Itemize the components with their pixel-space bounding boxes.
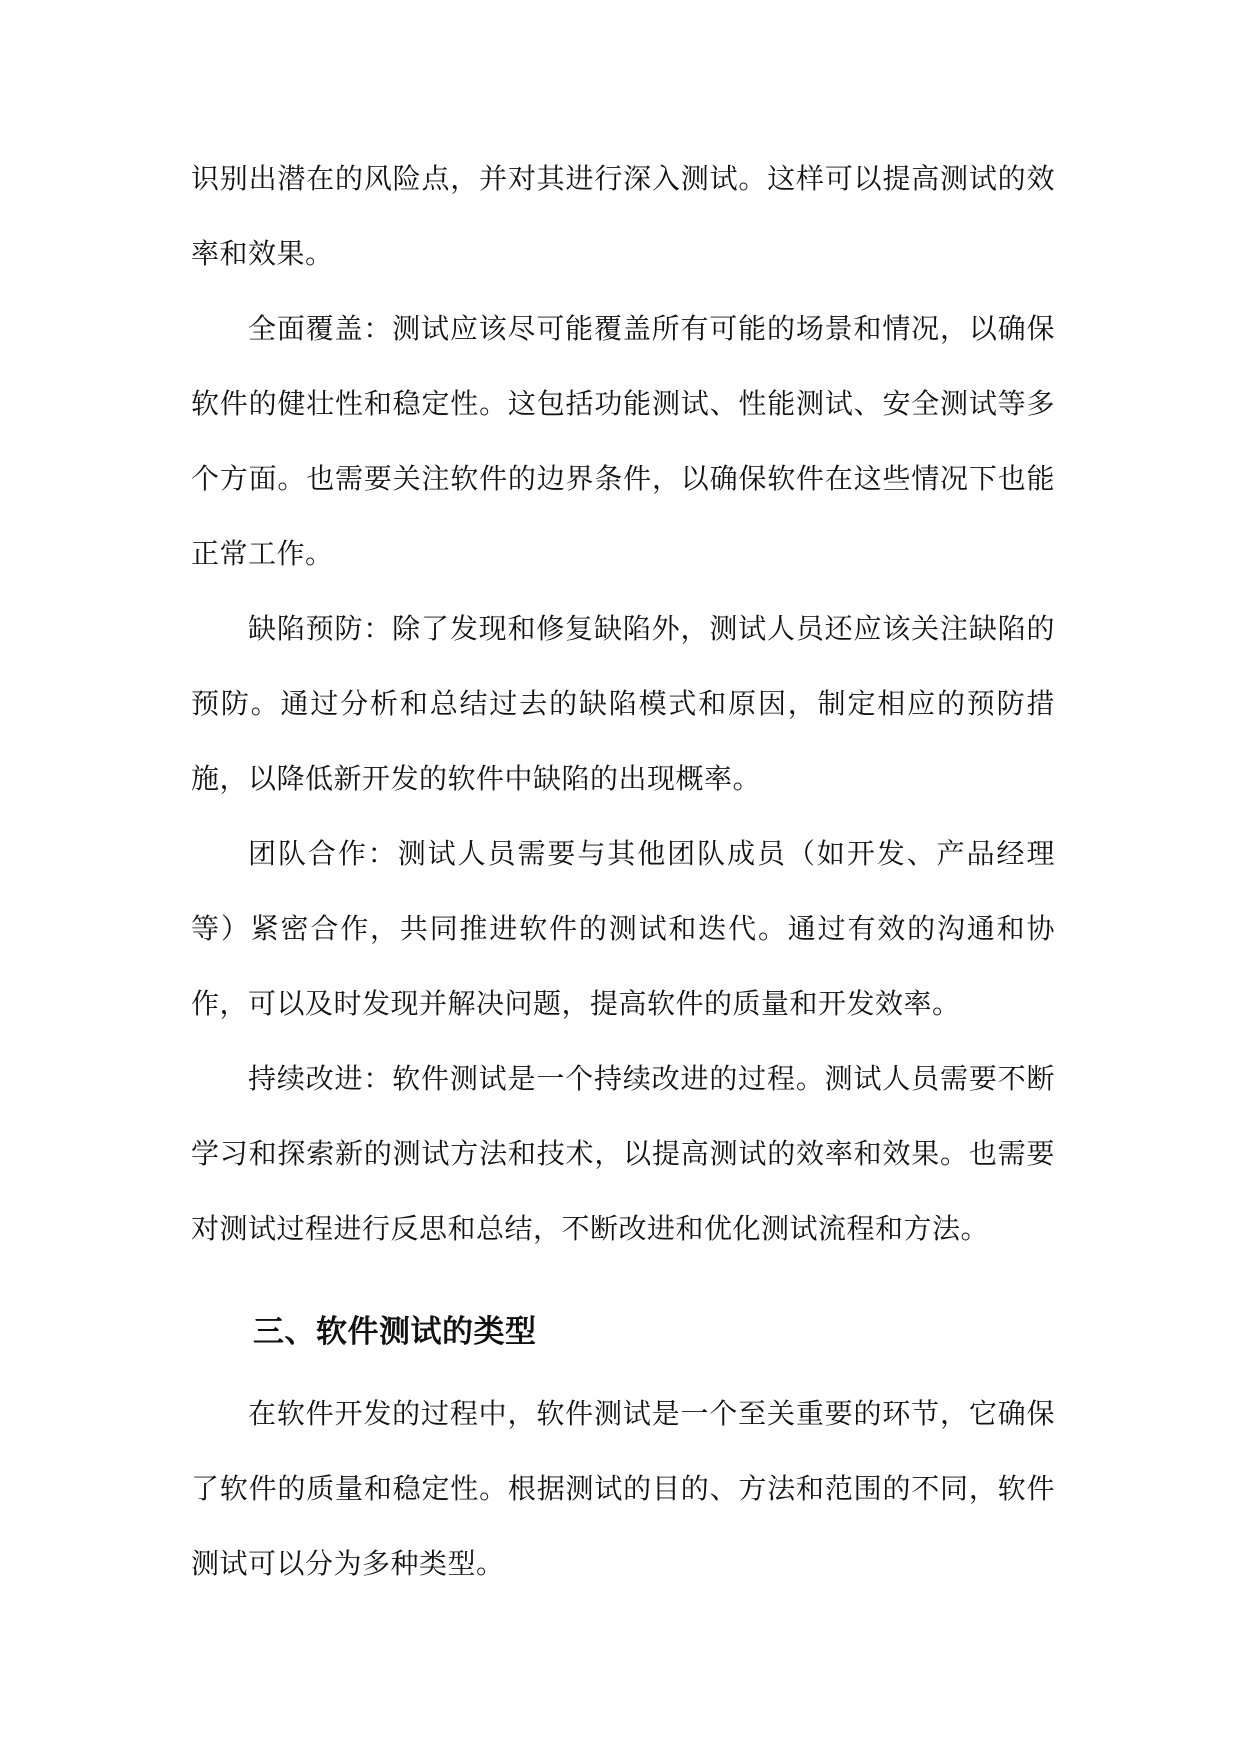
paragraph-continuous-improvement: 持续改进：软件测试是一个持续改进的过程。测试人员需要不断学习和探索新的测试方法和技术，以提高测试的效率和效果。也需要对测试过程进行反思和总结，不断改进和优化测试流程和方法。 xyxy=(191,1062,1055,1245)
paragraph-defect-prevention: 缺陷预防：除了发现和修复缺陷外，测试人员还应该关注缺陷的预防。通过分析和总结过去的缺陷模式和原因，制定相应的预防措施，以降低新开发的软件中缺陷的出现概率。 xyxy=(191,612,1055,795)
paragraph-teamwork: 团队合作：测试人员需要与其他团队成员（如开发、产品经理等）紧密合作，共同推进软件的测试和迭代。通过有效的沟通和协作，可以及时发现并解决问题，提高软件的质量和开发效率。 xyxy=(191,837,1055,1020)
paragraph-full-coverage: 全面覆盖：测试应该尽可能覆盖所有可能的场景和情况，以确保软件的健壮性和稳定性。这包括功能测试、性能测试、安全测试等多个方面。也需要关注软件的边界条件，以确保软件在这些情况下也能正常工作。 xyxy=(191,312,1055,570)
section-heading: 三、软件测试的类型 xyxy=(253,1314,537,1350)
document-body xyxy=(191,141,1055,1601)
paragraph-test-types-intro: 在软件开发的过程中，软件测试是一个至关重要的环节，它确保了软件的质量和稳定性。根据测试的目的、方法和范围的不同，软件测试可以分为多种类型。 xyxy=(191,1397,1055,1580)
paragraph-continuation: 识别出潜在的风险点，并对其进行深入测试。这样可以提高测试的效率和效果。 xyxy=(191,162,1055,270)
